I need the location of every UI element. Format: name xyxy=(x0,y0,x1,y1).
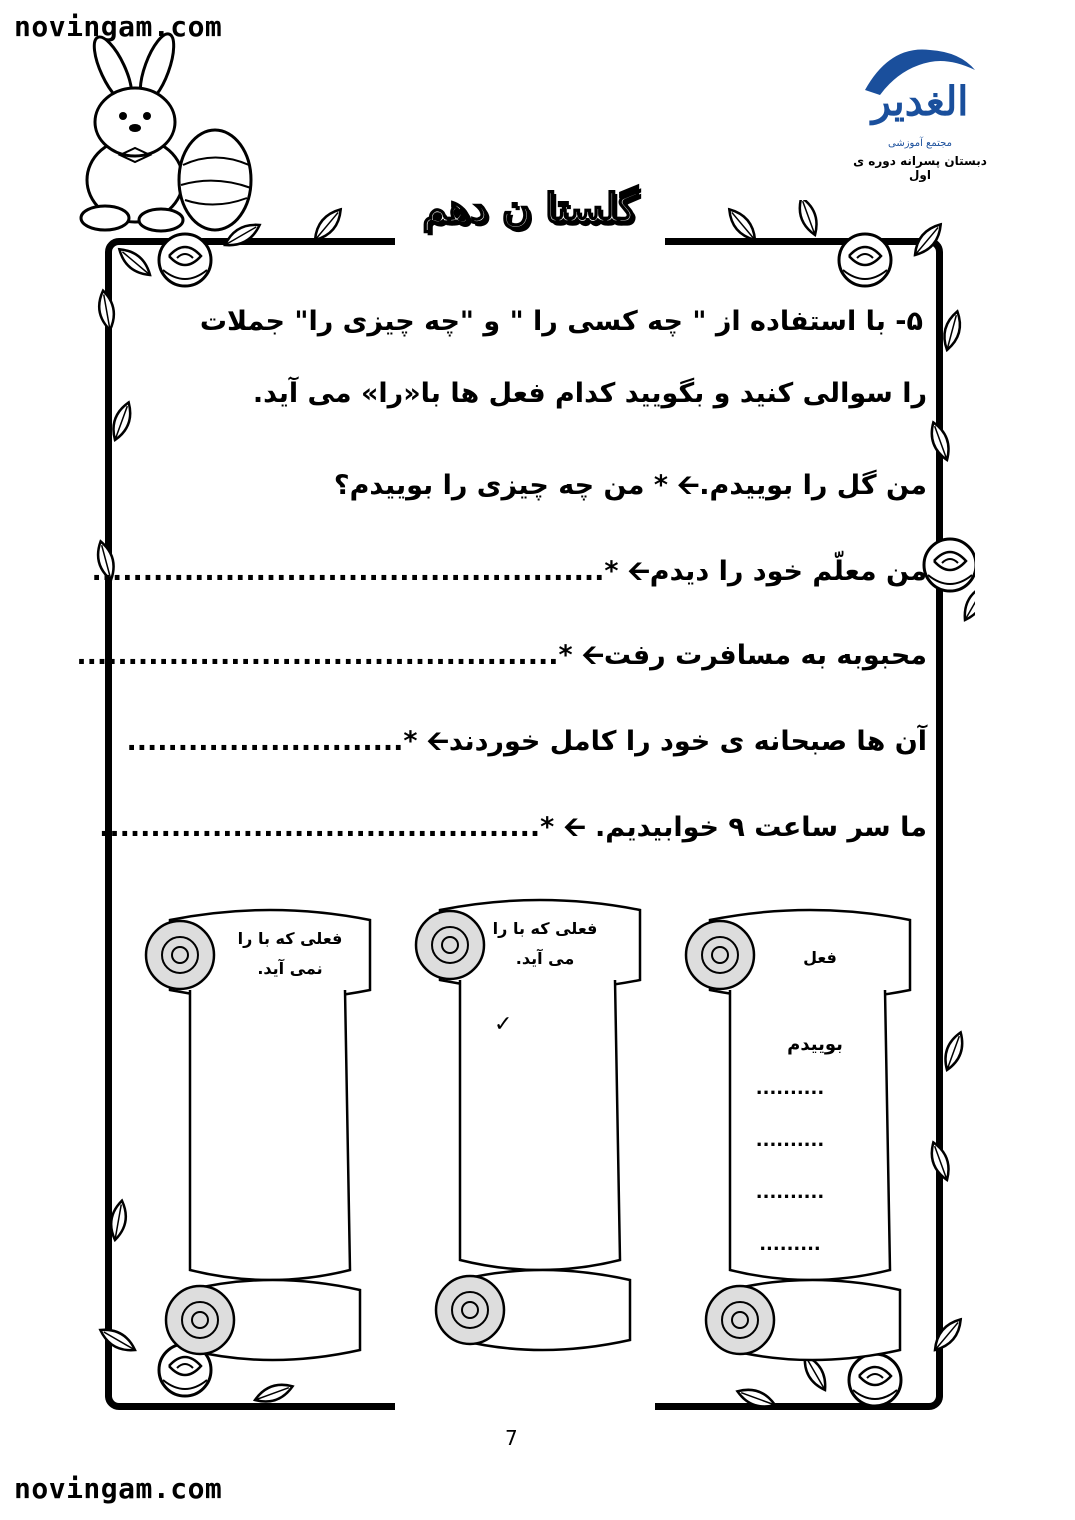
scroll-middle-header-1: فعلی که با را xyxy=(492,919,598,938)
scroll-right-item: .......... xyxy=(755,1078,825,1099)
exercise-4: ما سر ساعت ۹ خوابیدیم. 🡨 *........................................... xyxy=(99,812,927,843)
scroll-middle-header-2: می آید. xyxy=(515,949,575,968)
logo-tagline: دبستان پسرانه دوره ی اول xyxy=(853,154,987,182)
checkmark-icon: ✓ xyxy=(494,1012,513,1037)
logo-main: الغدیر xyxy=(871,78,969,125)
scroll-left-header-1: فعلی که با را xyxy=(237,929,343,948)
logo-sub: مجتمع آموزشی xyxy=(888,138,952,149)
page-number: 7 xyxy=(505,1426,518,1450)
exercise-3: آن ها صبحانه ی خود را کامل خوردند🡨 *........................... xyxy=(126,726,927,757)
scroll-right-item: بوییدم xyxy=(787,1034,843,1055)
watermark-top: novingam.com xyxy=(14,10,223,43)
scroll-right-item: ......... xyxy=(759,1234,821,1255)
instruction-line-2: را سوالی کنید و بگویید کدام فعل ها با«را» می آید. xyxy=(252,378,927,409)
watermark-bottom: novingam.com xyxy=(14,1472,223,1505)
page-title: گلستا ن دهم xyxy=(422,185,638,232)
scroll-right-item: .......... xyxy=(755,1130,825,1151)
exercise-1: من معلّم خود را دیدم🡨 *.................................................. xyxy=(91,556,927,587)
exercise-2: محبوبه به مسافرت رفت🡨 *............................................... xyxy=(76,640,927,671)
scroll-right-item: .......... xyxy=(755,1182,825,1203)
example-sentence: من گل را بوییدم.🡨 * من چه چیزی را بوییدم؟ xyxy=(333,470,927,501)
scroll-right-header: فعل xyxy=(803,948,837,967)
instruction-line-1: ۵- با استفاده از " چه کسی را " و "چه چیزی را" جملات xyxy=(199,306,923,337)
scroll-left-header-2: نمی آید. xyxy=(257,959,323,978)
